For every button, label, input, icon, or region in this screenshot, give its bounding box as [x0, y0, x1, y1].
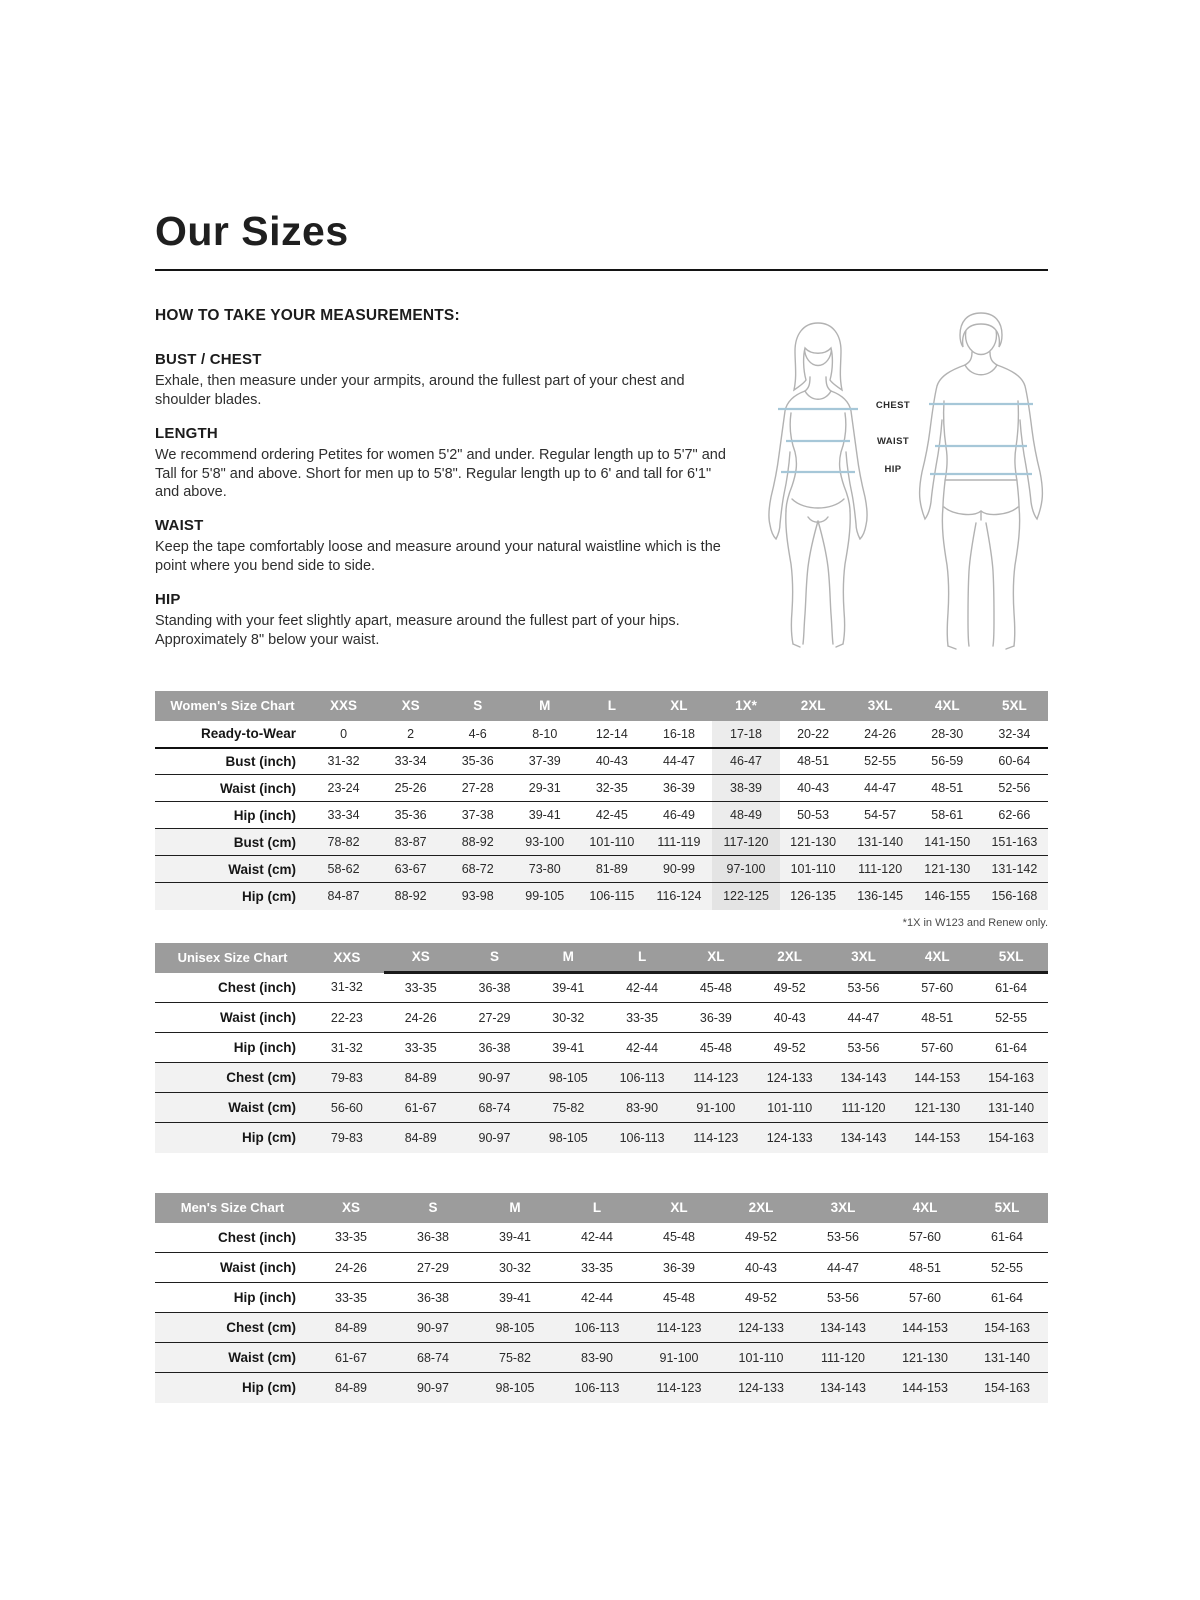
woman-figure: [769, 323, 867, 647]
waist-label: WAIST: [876, 436, 910, 447]
size-cell: 126-135: [790, 889, 837, 904]
section-body: Keep the tape comfortably loose and measure around your natural waistline which is the point where you bend side to side.: [155, 539, 721, 575]
size-column-header: XXS: [310, 943, 384, 973]
size-cell: 114-123: [656, 1380, 702, 1395]
size-cell: 117-120: [712, 829, 779, 856]
size-cell: 8-10: [532, 726, 558, 741]
size-cell: 44-47: [847, 1010, 880, 1025]
size-cell: 52-55: [995, 1010, 1028, 1025]
size-table: [155, 1193, 1048, 1403]
size-cell: 44-47: [864, 781, 897, 796]
size-cell: 36-38: [417, 1230, 449, 1245]
size-cell: 136-145: [857, 889, 904, 904]
size-cell: 31-32: [330, 980, 363, 995]
size-cell: 40-43: [797, 781, 830, 796]
size-cell: 124-133: [766, 1130, 813, 1145]
row-label: Waist (cm): [228, 861, 296, 877]
size-cell: 49-52: [745, 1290, 777, 1305]
size-cell: 84-89: [404, 1070, 437, 1085]
size-cell: 45-48: [699, 1040, 732, 1055]
size-cell: 37-39: [528, 754, 561, 769]
size-column-header: 5XL: [981, 691, 1048, 721]
size-column-header: S: [458, 943, 532, 973]
page-content: [155, 0, 1048, 1403]
size-row: [155, 1343, 1048, 1373]
size-cell: 124-133: [738, 1320, 784, 1335]
size-cell: 101-110: [738, 1350, 784, 1365]
size-cell: 36-38: [478, 981, 511, 996]
size-cell: 101-110: [589, 835, 635, 850]
size-column-header: 5XL: [974, 943, 1048, 973]
size-cell: 48-51: [909, 1260, 941, 1275]
size-cell: 27-28: [461, 781, 494, 796]
table-title: Men's Size Chart: [155, 1193, 310, 1223]
size-cell: 30-32: [499, 1260, 531, 1275]
size-row: [155, 973, 1048, 1003]
size-row: [155, 1063, 1048, 1093]
size-cell: 53-56: [827, 1230, 859, 1245]
size-cell: 40-43: [595, 754, 628, 769]
size-column-header: XL: [679, 943, 753, 973]
hip-label: HIP: [884, 464, 902, 475]
size-column-header: 4XL: [884, 1193, 966, 1223]
size-cell: 146-155: [924, 889, 971, 904]
size-cell: 144-153: [902, 1380, 948, 1395]
section-hip: [155, 591, 730, 650]
size-cell: 134-143: [820, 1380, 866, 1395]
size-cell: 134-143: [820, 1320, 866, 1335]
row-label: Waist (cm): [228, 1350, 296, 1366]
section-title: HIP: [155, 590, 181, 608]
size-cell: 79-83: [330, 1070, 363, 1085]
size-row: [155, 775, 1048, 802]
size-cell: 131-140: [988, 1100, 1035, 1115]
size-cell: 84-89: [335, 1320, 367, 1335]
size-cell: 90-99: [662, 862, 695, 877]
size-cell: 33-34: [394, 754, 427, 769]
size-cell: 75-82: [552, 1100, 585, 1115]
size-cell: 156-168: [991, 889, 1038, 904]
size-cell: 48-51: [797, 754, 830, 769]
size-row: [155, 829, 1048, 856]
size-cell: 91-100: [696, 1100, 736, 1115]
size-cell: 88-92: [394, 889, 427, 904]
page-title: Our Sizes: [155, 208, 349, 254]
size-cell: 68-74: [417, 1350, 449, 1365]
size-cell: 57-60: [921, 1040, 954, 1055]
size-cell: 144-153: [902, 1320, 948, 1335]
size-cell: 63-67: [394, 862, 427, 877]
size-cell: 39-41: [499, 1290, 531, 1305]
size-cell: 39-41: [552, 1040, 585, 1055]
size-cell: 46-47: [712, 748, 779, 775]
size-cell: 91-100: [659, 1350, 699, 1365]
size-cell: 40-43: [773, 1010, 806, 1025]
size-cell: 75-82: [499, 1350, 531, 1365]
size-cell: 93-100: [525, 835, 565, 850]
size-cell: 154-163: [984, 1320, 1030, 1335]
size-column-header: M: [511, 691, 578, 721]
size-cell: 124-133: [766, 1070, 813, 1085]
size-cell: 23-24: [327, 781, 360, 796]
size-cell: 53-56: [847, 981, 880, 996]
row-label: Chest (inch): [217, 979, 296, 995]
size-cell: 39-41: [528, 808, 561, 823]
section-body: We recommend ordering Petites for women 5'2" and under. Regular length up to 5'7" and Tall for 5'8" and above. Short for men up to 5'8". Regular length up to 6' and tall for 6'1" and above.: [155, 446, 726, 501]
row-label: Hip (inch): [233, 1290, 296, 1306]
size-cell: 38-39: [712, 775, 779, 802]
size-cell: 61-64: [995, 1040, 1028, 1055]
row-label: Hip (cm): [242, 1380, 296, 1396]
size-cell: 12-14: [595, 726, 628, 741]
size-cell: 24-26: [864, 726, 897, 741]
size-cell: 111-120: [841, 1100, 886, 1115]
measurement-guide: [155, 307, 1048, 665]
section-waist: [155, 517, 730, 576]
size-cell: 88-92: [461, 835, 494, 850]
size-cell: 27-29: [417, 1260, 449, 1275]
size-cell: 36-38: [417, 1290, 449, 1305]
row-label: Waist (inch): [220, 780, 296, 796]
size-column-header: L: [556, 1193, 638, 1223]
size-cell: 42-44: [626, 981, 659, 996]
size-cell: 42-44: [626, 1040, 659, 1055]
size-cell: 37-38: [461, 808, 494, 823]
row-label: Ready-to-Wear: [200, 726, 296, 742]
size-cell: 33-35: [404, 1040, 437, 1055]
how-to-heading: HOW TO TAKE YOUR MEASUREMENTS:: [155, 307, 460, 324]
size-cell: 81-89: [595, 862, 628, 877]
size-row: [155, 1313, 1048, 1343]
size-cell: 84-89: [404, 1130, 437, 1145]
size-cell: 36-39: [662, 781, 695, 796]
figures-illustration: [748, 301, 1048, 653]
size-cell: 98-105: [495, 1320, 535, 1335]
size-cell: 131-142: [991, 862, 1038, 877]
row-label: Waist (inch): [220, 1260, 296, 1276]
section-bust-chest: [155, 351, 730, 410]
size-cell: 22-23: [330, 1010, 363, 1025]
size-column-header: 2XL: [753, 943, 827, 973]
size-cell: 111-120: [858, 862, 903, 877]
row-label: Hip (inch): [233, 807, 296, 823]
size-cell: 111-120: [820, 1350, 866, 1365]
size-cell: 116-124: [656, 889, 702, 904]
size-cell: 83-90: [581, 1350, 613, 1365]
size-row: [155, 748, 1048, 775]
size-cell: 50-53: [797, 808, 830, 823]
size-cell: 57-60: [909, 1230, 941, 1245]
size-column-header: 5XL: [966, 1193, 1048, 1223]
size-cell: 2: [407, 726, 415, 741]
size-cell: 114-123: [693, 1130, 739, 1145]
size-cell: 61-64: [991, 1230, 1023, 1245]
row-label: Bust (cm): [233, 834, 296, 850]
size-cell: 35-36: [394, 808, 427, 823]
size-cell: 39-41: [499, 1230, 531, 1245]
size-column-header: 2XL: [780, 691, 847, 721]
size-cell: 93-98: [461, 889, 494, 904]
size-cell: 32-35: [595, 781, 628, 796]
size-cell: 144-153: [914, 1130, 961, 1145]
size-cell: 25-26: [394, 781, 427, 796]
size-cell: 60-64: [998, 754, 1031, 769]
size-cell: 79-83: [330, 1130, 363, 1145]
size-cell: 101-110: [790, 862, 836, 877]
size-cell: 61-64: [991, 1290, 1023, 1305]
size-column-header: S: [444, 691, 511, 721]
man-figure: [920, 313, 1043, 649]
size-cell: 20-22: [797, 726, 830, 741]
title-divider: [155, 269, 1048, 271]
size-cell: 56-59: [931, 754, 964, 769]
size-cell: 32-34: [998, 726, 1031, 741]
size-cell: 30-32: [552, 1010, 585, 1025]
size-column-header: M: [474, 1193, 556, 1223]
body-figures: [748, 301, 1048, 653]
size-cell: 49-52: [745, 1230, 777, 1245]
size-column-header: 4XL: [914, 691, 981, 721]
size-cell: 134-143: [840, 1070, 887, 1085]
size-row: [155, 1003, 1048, 1033]
size-column-header: 3XL: [802, 1193, 884, 1223]
size-cell: 42-44: [581, 1290, 613, 1305]
size-cell: 61-64: [995, 981, 1028, 996]
size-row: [155, 1253, 1048, 1283]
size-column-header: 3XL: [847, 691, 914, 721]
size-cell: 57-60: [921, 981, 954, 996]
size-cell: 124-133: [738, 1380, 784, 1395]
size-cell: 134-143: [840, 1130, 887, 1145]
size-cell: 29-31: [528, 781, 561, 796]
size-cell: 24-26: [335, 1260, 367, 1275]
womens-size-chart: [155, 691, 1048, 910]
size-cell: 45-48: [663, 1290, 695, 1305]
size-column-header: XS: [310, 1193, 392, 1223]
mens-size-chart: [155, 1193, 1048, 1403]
size-cell: 35-36: [461, 754, 494, 769]
size-cell: 122-125: [712, 883, 779, 910]
size-column-header: M: [531, 943, 605, 973]
size-column-header: XXS: [310, 691, 377, 721]
measurement-instructions: [155, 307, 730, 665]
size-cell: 36-39: [663, 1260, 695, 1275]
size-row: [155, 856, 1048, 883]
size-cell: 121-130: [902, 1350, 948, 1365]
section-length: [155, 425, 730, 503]
size-cell: 52-55: [991, 1260, 1023, 1275]
size-cell: 52-55: [864, 754, 897, 769]
size-cell: 144-153: [914, 1070, 961, 1085]
size-cell: 48-49: [712, 802, 779, 829]
size-cell: 46-49: [662, 808, 695, 823]
row-label: Bust (inch): [225, 753, 296, 769]
size-cell: 97-100: [712, 856, 779, 883]
size-cell: 31-32: [330, 1040, 363, 1055]
size-cell: 49-52: [773, 1040, 806, 1055]
size-column-header: 1X*: [712, 691, 779, 721]
row-label: Chest (cm): [226, 1320, 296, 1336]
size-cell: 101-110: [767, 1100, 813, 1115]
size-cell: 131-140: [984, 1350, 1030, 1365]
size-cell: 83-90: [626, 1100, 659, 1115]
row-label: Hip (cm): [242, 888, 296, 904]
size-cell: 121-130: [790, 835, 837, 850]
size-cell: 111-119: [657, 835, 701, 850]
chest-label: CHEST: [875, 400, 911, 411]
size-cell: 58-62: [327, 862, 360, 877]
table-title: Unisex Size Chart: [155, 943, 310, 973]
size-cell: 68-72: [461, 862, 494, 877]
size-cell: 45-48: [699, 981, 732, 996]
size-cell: 33-35: [626, 1010, 659, 1025]
size-cell: 98-105: [548, 1130, 588, 1145]
size-cell: 61-67: [335, 1350, 367, 1365]
size-cell: 58-61: [931, 808, 964, 823]
size-cell: 121-130: [914, 1100, 961, 1115]
size-cell: 114-123: [656, 1320, 702, 1335]
size-cell: 84-87: [327, 889, 360, 904]
size-row: [155, 1373, 1048, 1403]
size-cell: 53-56: [827, 1290, 859, 1305]
size-cell: 44-47: [662, 754, 695, 769]
row-label: Waist (inch): [220, 1010, 296, 1026]
size-cell: 154-163: [988, 1070, 1035, 1085]
size-cell: 28-30: [931, 726, 964, 741]
section-title: BUST / CHEST: [155, 351, 262, 368]
row-label: Waist (cm): [228, 1100, 296, 1116]
size-column-header: XL: [645, 691, 712, 721]
size-table: [155, 943, 1048, 1153]
size-row: [155, 802, 1048, 829]
size-cell: 99-105: [525, 889, 565, 904]
size-cell: 40-43: [745, 1260, 777, 1275]
size-cell: 73-80: [528, 862, 561, 877]
unisex-size-chart: [155, 943, 1048, 1153]
size-column-header: 4XL: [900, 943, 974, 973]
size-cell: 78-82: [327, 835, 360, 850]
table-title: Women's Size Chart: [155, 691, 310, 721]
size-row: [155, 1033, 1048, 1063]
size-cell: 90-97: [417, 1380, 449, 1395]
size-cell: 121-130: [924, 862, 971, 877]
size-cell: 52-56: [998, 781, 1031, 796]
size-column-header: 2XL: [720, 1193, 802, 1223]
size-cell: 154-163: [988, 1130, 1035, 1145]
size-cell: 106-115: [589, 889, 635, 904]
size-cell: 31-32: [327, 754, 360, 769]
size-cell: 68-74: [478, 1100, 511, 1115]
row-label: Hip (cm): [242, 1130, 296, 1146]
size-cell: 90-97: [478, 1130, 511, 1145]
size-cell: 106-113: [574, 1320, 620, 1335]
size-cell: 17-18: [712, 721, 779, 748]
size-row: [155, 1093, 1048, 1123]
size-column-header: XS: [384, 943, 458, 973]
size-cell: 62-66: [998, 808, 1031, 823]
size-column-header: L: [578, 691, 645, 721]
size-cell: 48-51: [931, 781, 964, 796]
size-column-header: L: [605, 943, 679, 973]
section-body: Exhale, then measure under your armpits, around the fullest part of your chest and shoulder blades.: [155, 373, 685, 408]
size-cell: 42-45: [595, 808, 628, 823]
row-label: Chest (inch): [217, 1229, 296, 1245]
size-cell: 33-35: [581, 1260, 613, 1275]
size-cell: 33-35: [335, 1230, 367, 1245]
size-cell: 27-29: [478, 1010, 511, 1025]
size-cell: 36-39: [699, 1010, 732, 1025]
size-cell: 49-52: [773, 981, 806, 996]
section-title: LENGTH: [155, 424, 218, 442]
size-cell: 151-163: [991, 835, 1038, 850]
size-cell: 39-41: [552, 981, 585, 996]
size-cell: 83-87: [394, 835, 427, 850]
size-cell: 48-51: [921, 1010, 954, 1025]
size-cell: 141-150: [924, 835, 971, 850]
size-cell: 131-140: [857, 835, 904, 850]
size-table: [155, 691, 1048, 910]
womens-chart-footnote: *1X in W123 and Renew only.: [902, 916, 1048, 929]
size-cell: 44-47: [827, 1260, 859, 1275]
size-column-header: XS: [377, 691, 444, 721]
section-body: Standing with your feet slightly apart, measure around the fullest part of your hips. Approximately 8" below your waist.: [155, 612, 680, 648]
size-cell: 98-105: [548, 1070, 588, 1085]
size-cell: 24-26: [404, 1010, 437, 1025]
size-column-header: 3XL: [827, 943, 901, 973]
size-cell: 106-113: [574, 1380, 620, 1395]
size-cell: 154-163: [984, 1380, 1030, 1395]
size-cell: 90-97: [478, 1070, 511, 1085]
size-cell: 57-60: [909, 1290, 941, 1305]
size-cell: 106-113: [619, 1070, 665, 1085]
size-row: [155, 721, 1048, 748]
size-cell: 36-38: [478, 1040, 511, 1055]
size-cell: 106-113: [619, 1130, 665, 1145]
size-cell: 114-123: [693, 1070, 739, 1085]
size-cell: 90-97: [417, 1320, 449, 1335]
size-cell: 4-6: [468, 726, 487, 741]
size-cell: 33-35: [335, 1290, 367, 1305]
size-cell: 42-44: [581, 1230, 613, 1245]
row-label: Chest (cm): [226, 1070, 296, 1086]
size-column-header: S: [392, 1193, 474, 1223]
size-row: [155, 1123, 1048, 1153]
size-row: [155, 1223, 1048, 1253]
row-label: Hip (inch): [233, 1040, 296, 1056]
size-cell: 45-48: [663, 1230, 695, 1245]
size-column-header: XL: [638, 1193, 720, 1223]
size-cell: 54-57: [864, 808, 897, 823]
size-row: [155, 883, 1048, 910]
size-cell: 84-89: [335, 1380, 367, 1395]
size-cell: 61-67: [404, 1100, 437, 1115]
size-cell: 16-18: [662, 726, 695, 741]
size-cell: 56-60: [330, 1100, 363, 1115]
section-title: WAIST: [155, 517, 204, 535]
size-cell: 33-34: [327, 808, 360, 823]
size-cell: 0: [340, 726, 348, 741]
size-cell: 33-35: [404, 981, 437, 996]
size-cell: 53-56: [847, 1040, 880, 1055]
size-row: [155, 1283, 1048, 1313]
size-cell: 98-105: [495, 1380, 535, 1395]
